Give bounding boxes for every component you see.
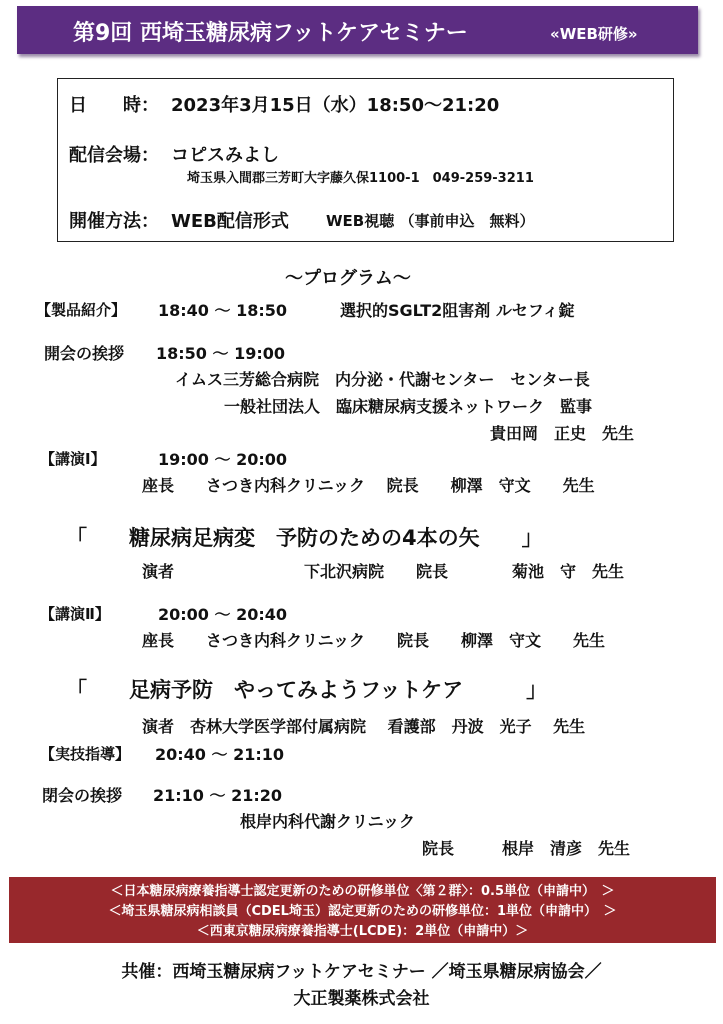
credit-line-2: ＜埼玉県糖尿病相談員（CDEL埼玉）認定更新のための研修単位：1単位（申請中） ＞ (108, 904, 617, 919)
lecture2-label: 【講演Ⅱ】 (40, 605, 110, 623)
opening-time: 18:50 ～ 19:00 (156, 344, 286, 363)
lecture1-chair: 座長 さつき内科クリニック 院長 柳澤 守文 先生 (142, 476, 595, 495)
venue-address: 埼玉県入間郡三芳町大字藤久保1100-1 049-259-3211 (187, 171, 534, 186)
lecture1-presenter: 下北沢病院 院長 菊池 守 先生 (304, 562, 625, 581)
info-box (57, 78, 674, 242)
closing-time: 21:10 ～ 21:20 (153, 786, 283, 805)
date-value: 2023年3月15日（水）18:50～21:20 (171, 95, 500, 116)
lecture2-title: 「 足病予防 やってみようフットケア 」 (66, 678, 548, 702)
lecture2-chair: 座長 さつき内科クリニック 院長 柳澤 守文 先生 (142, 631, 606, 650)
method-label: 開催方法： (69, 211, 159, 232)
venue-value: コピスみよし (171, 145, 279, 166)
seminar-title: 第9回 西埼玉糖尿病フットケアセミナー (73, 21, 468, 46)
product-desc: 選択的SGLT2阻害剤 ルセフィ錠 (340, 301, 575, 320)
practice-time: 20:40 ～ 21:10 (155, 745, 285, 764)
product-time: 18:40 ～ 18:50 (158, 301, 288, 320)
method-value: WEB配信形式 (171, 211, 289, 232)
lecture2-time: 20:00 ～ 20:40 (158, 605, 288, 624)
opening-label: 開会の挨拶 (44, 344, 125, 363)
credit-line-3: ＜西東京糖尿病療養指導士(LCDE)：2単位（申請中）＞ (196, 924, 529, 939)
date-label: 日 時： (69, 95, 159, 116)
title-banner (17, 6, 698, 54)
cohost-line-1: 共催：西埼玉糖尿病フットケアセミナー ／埼玉県糖尿病協会／ (121, 962, 602, 982)
credits-box (9, 877, 716, 943)
lecture1-title: 「 糖尿病足病変 予防のための4本の矢 」 (66, 526, 543, 550)
practice-label: 【実技指導】 (40, 745, 131, 763)
program-heading: ～プログラム～ (285, 268, 411, 289)
closing-label: 閉会の挨拶 (42, 786, 123, 805)
method-note: WEB視聴 （事前申込 無料） (326, 212, 535, 230)
product-label: 【製品紹介】 (36, 301, 127, 319)
lecture1-label: 【講演Ⅰ】 (40, 450, 106, 468)
opening-affiliation-2: 一般社団法人 臨床糖尿病支援ネットワーク 監事 (224, 397, 593, 416)
opening-affiliation-1: イムス三芳総合病院 内分泌・代謝センター センター長 (175, 370, 590, 389)
web-tag: «WEB研修» (550, 25, 638, 43)
lecture1-presenter-label: 演者 (142, 562, 175, 581)
lecture2-presenter: 演者 杏林大学医学部付属病院 看護部 丹波 光子 先生 (142, 717, 586, 736)
venue-label: 配信会場： (69, 145, 159, 166)
lecture1-time: 19:00 ～ 20:00 (158, 450, 288, 469)
credit-line-1: ＜日本糖尿病療養指導士認定更新のための研修単位〈第２群〉：0.5単位（申請中） ＞ (110, 884, 615, 899)
closing-speaker: 院長 根岸 清彦 先生 (422, 839, 631, 858)
cohost-line-2: 大正製薬株式会社 (293, 989, 430, 1009)
closing-affiliation: 根岸内科代謝クリニック (240, 812, 416, 831)
opening-speaker: 貴田岡 正史 先生 (490, 424, 635, 443)
